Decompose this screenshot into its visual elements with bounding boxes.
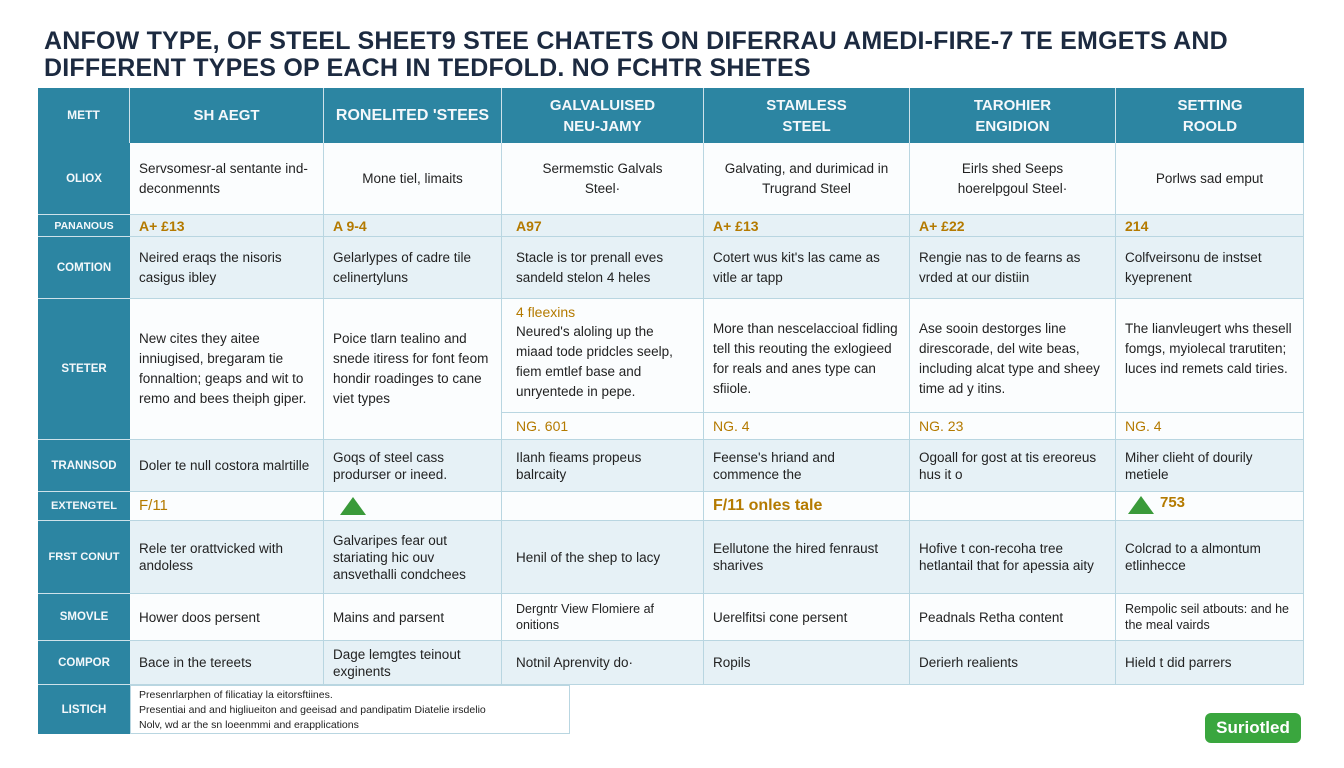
table-cell: Henil of the shep to lacy [502, 521, 704, 594]
note-line: Nolv, wd ar the sn loeenmmi and erapplications [139, 719, 359, 731]
page-title [44, 28, 1314, 82]
table-cell: Eirls shed Seeps hoerelpgoul Steel· [910, 143, 1116, 215]
stepper-code: NG. 601 [502, 413, 704, 440]
table-cell: Rempolic seil atbouts: and he the meal vairds [1116, 594, 1304, 641]
table-cell: Doler te null costora malrtille [130, 440, 324, 492]
table-cell: Hield t did parrers [1116, 641, 1304, 685]
warning-triangle-icon [340, 497, 366, 515]
table-cell: Feense's hriand and commence the [704, 440, 910, 492]
table-cell-code: 753 [1160, 494, 1186, 511]
stepper-code: NG. 4 [704, 413, 910, 440]
table-cell: Rele ter orattvicked with andoless [130, 521, 324, 594]
table-cell: Bace in the tereets [130, 641, 324, 685]
table-cell: Uerelfitsi cone persent [704, 594, 910, 641]
stepper-code: NG. 4 [1116, 413, 1304, 440]
table-cell: Sermemstic Galvals Steel· [502, 143, 704, 215]
table-cell [1116, 492, 1304, 521]
table-cell [910, 492, 1116, 521]
table-cell [324, 492, 502, 521]
table-cell: Hower doos persent [130, 594, 324, 641]
steel-comparison-table [38, 88, 1304, 734]
header-cell-3: GALVALUISED NEU-JAMY [502, 88, 704, 143]
table-cell: Poice tlarn tealino and snede itiress for font feom hondir roadinges to cane viet types [324, 299, 502, 440]
row-label-comtion: COMTION [38, 237, 130, 299]
header-cell-5: TAROHIER ENGIDION [910, 88, 1116, 143]
notes-box [130, 685, 570, 734]
table-cell: Rengie nas to de fearns as vrded at our distiin [910, 237, 1116, 299]
table-cell: Galvating, and durimicad in Trugrand Steel [704, 143, 910, 215]
row-label-frst-conut: FRST CONUT [38, 521, 130, 594]
row-label-trannsod: TRANNSOD [38, 440, 130, 492]
row-label-extengtel: EXTENGTEL [38, 492, 130, 521]
table-cell-code: A+ £22 [910, 215, 1116, 237]
table-cell-code: A+ £13 [704, 215, 910, 237]
row-label-oliox: OLIOX [38, 143, 130, 215]
table-cell: Dergntr View Flomiere af onitions [502, 594, 704, 641]
row-label-listich: LISTICH [38, 685, 130, 734]
table-cell: More than nescelaccioal fidling tell this reouting the exlogieed for reals and anes type can sfiiole. [704, 299, 910, 413]
header-cell-6: SETTING ROOLD [1116, 88, 1304, 143]
table-cell-code: F/11 onles tale [704, 492, 910, 521]
row-label-pananous: PANANOUS [38, 215, 130, 237]
table-cell: Dage lemgtes teinout exginents [324, 641, 502, 685]
table-cell-code: 214 [1116, 215, 1304, 237]
table-cell-text: Neured's aloling up the miaad tode pridcles seelp, fiem emtlef base and unryentede in pepe. [516, 324, 673, 399]
table-cell: Ropils [704, 641, 910, 685]
header-cell-4: STAMLESS STEEL [704, 88, 910, 143]
table-cell: Cotert wus kit's las came as vitle ar tapp [704, 237, 910, 299]
table-cell: Colcrad to a almontum etlinhecce [1116, 521, 1304, 594]
table-cell: Ogoall for gost at tis ereoreus hus it o [910, 440, 1116, 492]
table-cell: The lianvleugert whs thesell fomgs, myiolecal trarutiten; luces ind remets cald tiries. [1116, 299, 1304, 413]
table-cell: New cites they aitee inniugised, bregaram tie fonnaltion; geaps and wit to remo and bees theiph giper. [130, 299, 324, 440]
header-cell-1: SH AEGT [130, 88, 324, 143]
table-cell-code: F/11 [130, 492, 324, 521]
table-cell: Colfveirsonu de instset kyeprenent [1116, 237, 1304, 299]
table-cell: Notnil Aprenvity do· [502, 641, 704, 685]
row-label-steter: STETER [38, 299, 130, 440]
table-cell: Mone tiel, limaits [324, 143, 502, 215]
note-line: Presentiai and and higliueiton and geeisad and pandipatim Diatelie irsdelio [139, 704, 486, 716]
table-cell: Servsomesr-al sentante ind-deconmennts [130, 143, 324, 215]
table-cell: Galvaripes fear out stariating hic ouv ansvethalli condchees [324, 521, 502, 594]
table-cell: Goqs of steel cass produrser or ineed. [324, 440, 502, 492]
row-label-smovle: SMOVLE [38, 594, 130, 641]
table-cell [502, 492, 704, 521]
stepper-code: NG. 23 [910, 413, 1116, 440]
header-cell-2: RONELITED 'STEES [324, 88, 502, 143]
table-cell-code: A 9-4 [324, 215, 502, 237]
submit-button[interactable]: Suriotled [1205, 713, 1301, 743]
table-cell: Gelarlypes of cadre tile celinertyluns [324, 237, 502, 299]
table-cell-code: A+ £13 [130, 215, 324, 237]
header-cell-0: METT [38, 88, 130, 143]
table-cell: Neired eraqs the nisoris casigus ibley [130, 237, 324, 299]
table-cell: Ase sooin destorges line direscorade, del wite beas, including alcat type and sheey time ad y itins. [910, 299, 1116, 413]
table-cell: Mains and parsent [324, 594, 502, 641]
table-cell: Eellutone the hired fenraust sharives [704, 521, 910, 594]
table-cell: Porlws sad emput [1116, 143, 1304, 215]
table-cell: Hofive t con-recoha tree hetlantail that for apessia aity [910, 521, 1116, 594]
title-line-2: DIFFERENT TYPES OP EACH IN TEDFOLD. NO FCHTR SHETES [44, 54, 811, 82]
row-label-compor: COMPOR [38, 641, 130, 685]
stepper-code: 4 fleexins [516, 304, 576, 320]
title-line-1: ANFOW TYPE, OF STEEL SHEET9 STEE CHATETS ON DIFERRAU AMEDI-FIRE-7 TE EMGETS AND [44, 27, 1228, 55]
table-cell: Miher clieht of dourily metiele [1116, 440, 1304, 492]
table-cell-code: A97 [502, 215, 704, 237]
table-cell: Peadnals Retha content [910, 594, 1116, 641]
table-cell: Ilanh fieams propeus balrcaity [502, 440, 704, 492]
warning-triangle-icon [1128, 496, 1154, 514]
table-cell: Stacle is tor prenall eves sandeld stelon 4 heles [502, 237, 704, 299]
table-cell: Derierh realients [910, 641, 1116, 685]
table-cell [502, 299, 704, 413]
note-line: Presenrlarphen of filicatiay la eitorsftiines. [139, 689, 333, 701]
